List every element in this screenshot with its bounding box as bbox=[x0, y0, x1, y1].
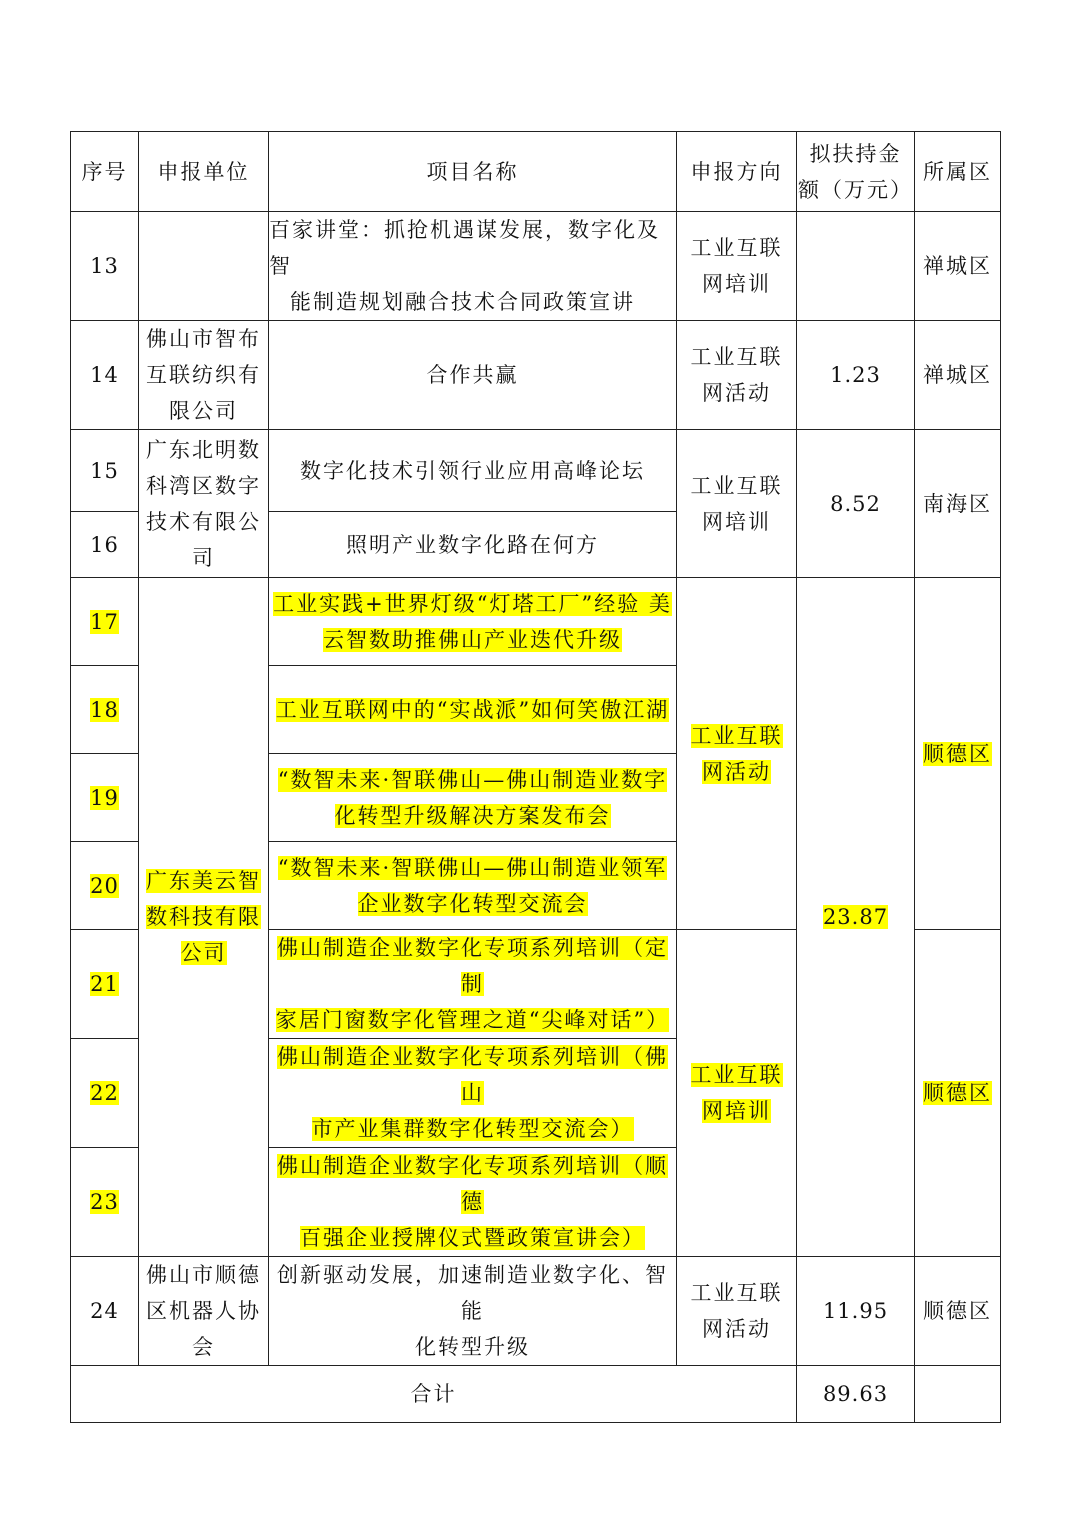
table-row bbox=[71, 430, 1001, 512]
total-label: 合计 bbox=[71, 1366, 797, 1423]
row-no: 14 bbox=[71, 321, 139, 430]
row-project-name: 佛山制造企业数字化专项系列培训（佛山 市产业集群数字化转型交流会） bbox=[269, 1039, 677, 1148]
row-project-name: 数字化技术引领行业应用高峰论坛 bbox=[269, 430, 677, 512]
row-project-name: 百家讲堂：抓抢机遇谋发展，数字化及智 能制造规划融合技术合同政策宣讲 bbox=[269, 212, 677, 321]
row-project-name: 创新驱动发展，加速制造业数字化、智能 化转型升级 bbox=[269, 1257, 677, 1366]
header-direction: 申报方向 bbox=[677, 132, 797, 212]
row-direction: 工业互联 网活动 bbox=[677, 1257, 797, 1366]
row-no: 18 bbox=[71, 666, 139, 754]
row-amount: 23.87 bbox=[797, 578, 915, 1257]
row-direction: 工业互联 网培训 bbox=[677, 430, 797, 578]
row-area: 顺德区 bbox=[915, 930, 1001, 1257]
row-direction: 工业互联 网活动 bbox=[677, 578, 797, 930]
row-project-name: 佛山制造企业数字化专项系列培训（顺德 百强企业授牌仪式暨政策宣讲会） bbox=[269, 1148, 677, 1257]
row-no: 23 bbox=[71, 1148, 139, 1257]
row-no: 15 bbox=[71, 430, 139, 512]
header-amount: 拟扶持金 额（万元） bbox=[797, 132, 915, 212]
header-no: 序号 bbox=[71, 132, 139, 212]
row-no: 17 bbox=[71, 578, 139, 666]
row-area: 禅城区 bbox=[915, 321, 1001, 430]
total-row bbox=[71, 1366, 1001, 1423]
row-project-name: 照明产业数字化路在何方 bbox=[269, 512, 677, 578]
header-area: 所属区 bbox=[915, 132, 1001, 212]
row-project-name: “数智未来·智联佛山—佛山制造业数字 化转型升级解决方案发布会 bbox=[269, 754, 677, 842]
row-unit: 广东美云智 数科技有限 公司 bbox=[139, 578, 269, 1257]
row-project-name: 佛山制造企业数字化专项系列培训（定制 家居门窗数字化管理之道“尖峰对话”） bbox=[269, 930, 677, 1039]
header-name: 项目名称 bbox=[269, 132, 677, 212]
row-project-name: 工业互联网中的“实战派”如何笑傲江湖 bbox=[269, 666, 677, 754]
table-row bbox=[71, 1257, 1001, 1366]
row-area: 南海区 bbox=[915, 430, 1001, 578]
row-area: 顺德区 bbox=[915, 1257, 1001, 1366]
subsidy-table bbox=[70, 131, 1001, 1423]
total-amount: 89.63 bbox=[797, 1366, 915, 1423]
row-no: 22 bbox=[71, 1039, 139, 1148]
row-unit: 佛山市智布 互联纺织有 限公司 bbox=[139, 321, 269, 430]
row-no: 24 bbox=[71, 1257, 139, 1366]
row-unit: 佛山市顺德 区机器人协 会 bbox=[139, 1257, 269, 1366]
row-direction: 工业互联 网活动 bbox=[677, 321, 797, 430]
row-amount: 11.95 bbox=[797, 1257, 915, 1366]
row-no: 19 bbox=[71, 754, 139, 842]
table-row bbox=[71, 321, 1001, 430]
table-row bbox=[71, 212, 1001, 321]
row-direction: 工业互联 网培训 bbox=[677, 212, 797, 321]
row-project-name: 合作共赢 bbox=[269, 321, 677, 430]
row-no: 13 bbox=[71, 212, 139, 321]
header-row bbox=[71, 132, 1001, 212]
row-no: 16 bbox=[71, 512, 139, 578]
row-project-name: “数智未来·智联佛山—佛山制造业领军 企业数字化转型交流会 bbox=[269, 842, 677, 930]
row-unit bbox=[139, 212, 269, 321]
table-row bbox=[71, 578, 1001, 666]
row-no: 21 bbox=[71, 930, 139, 1039]
row-project-name: 工业实践+世界灯级“灯塔工厂”经验 美 云智数助推佛山产业迭代升级 bbox=[269, 578, 677, 666]
row-direction: 工业互联 网培训 bbox=[677, 930, 797, 1257]
header-unit: 申报单位 bbox=[139, 132, 269, 212]
total-area-empty bbox=[915, 1366, 1001, 1423]
row-area: 顺德区 bbox=[915, 578, 1001, 930]
row-amount bbox=[797, 212, 915, 321]
row-amount: 1.23 bbox=[797, 321, 915, 430]
row-area: 禅城区 bbox=[915, 212, 1001, 321]
row-unit: 广东北明数 科湾区数字 技术有限公 司 bbox=[139, 430, 269, 578]
row-amount: 8.52 bbox=[797, 430, 915, 578]
row-no: 20 bbox=[71, 842, 139, 930]
